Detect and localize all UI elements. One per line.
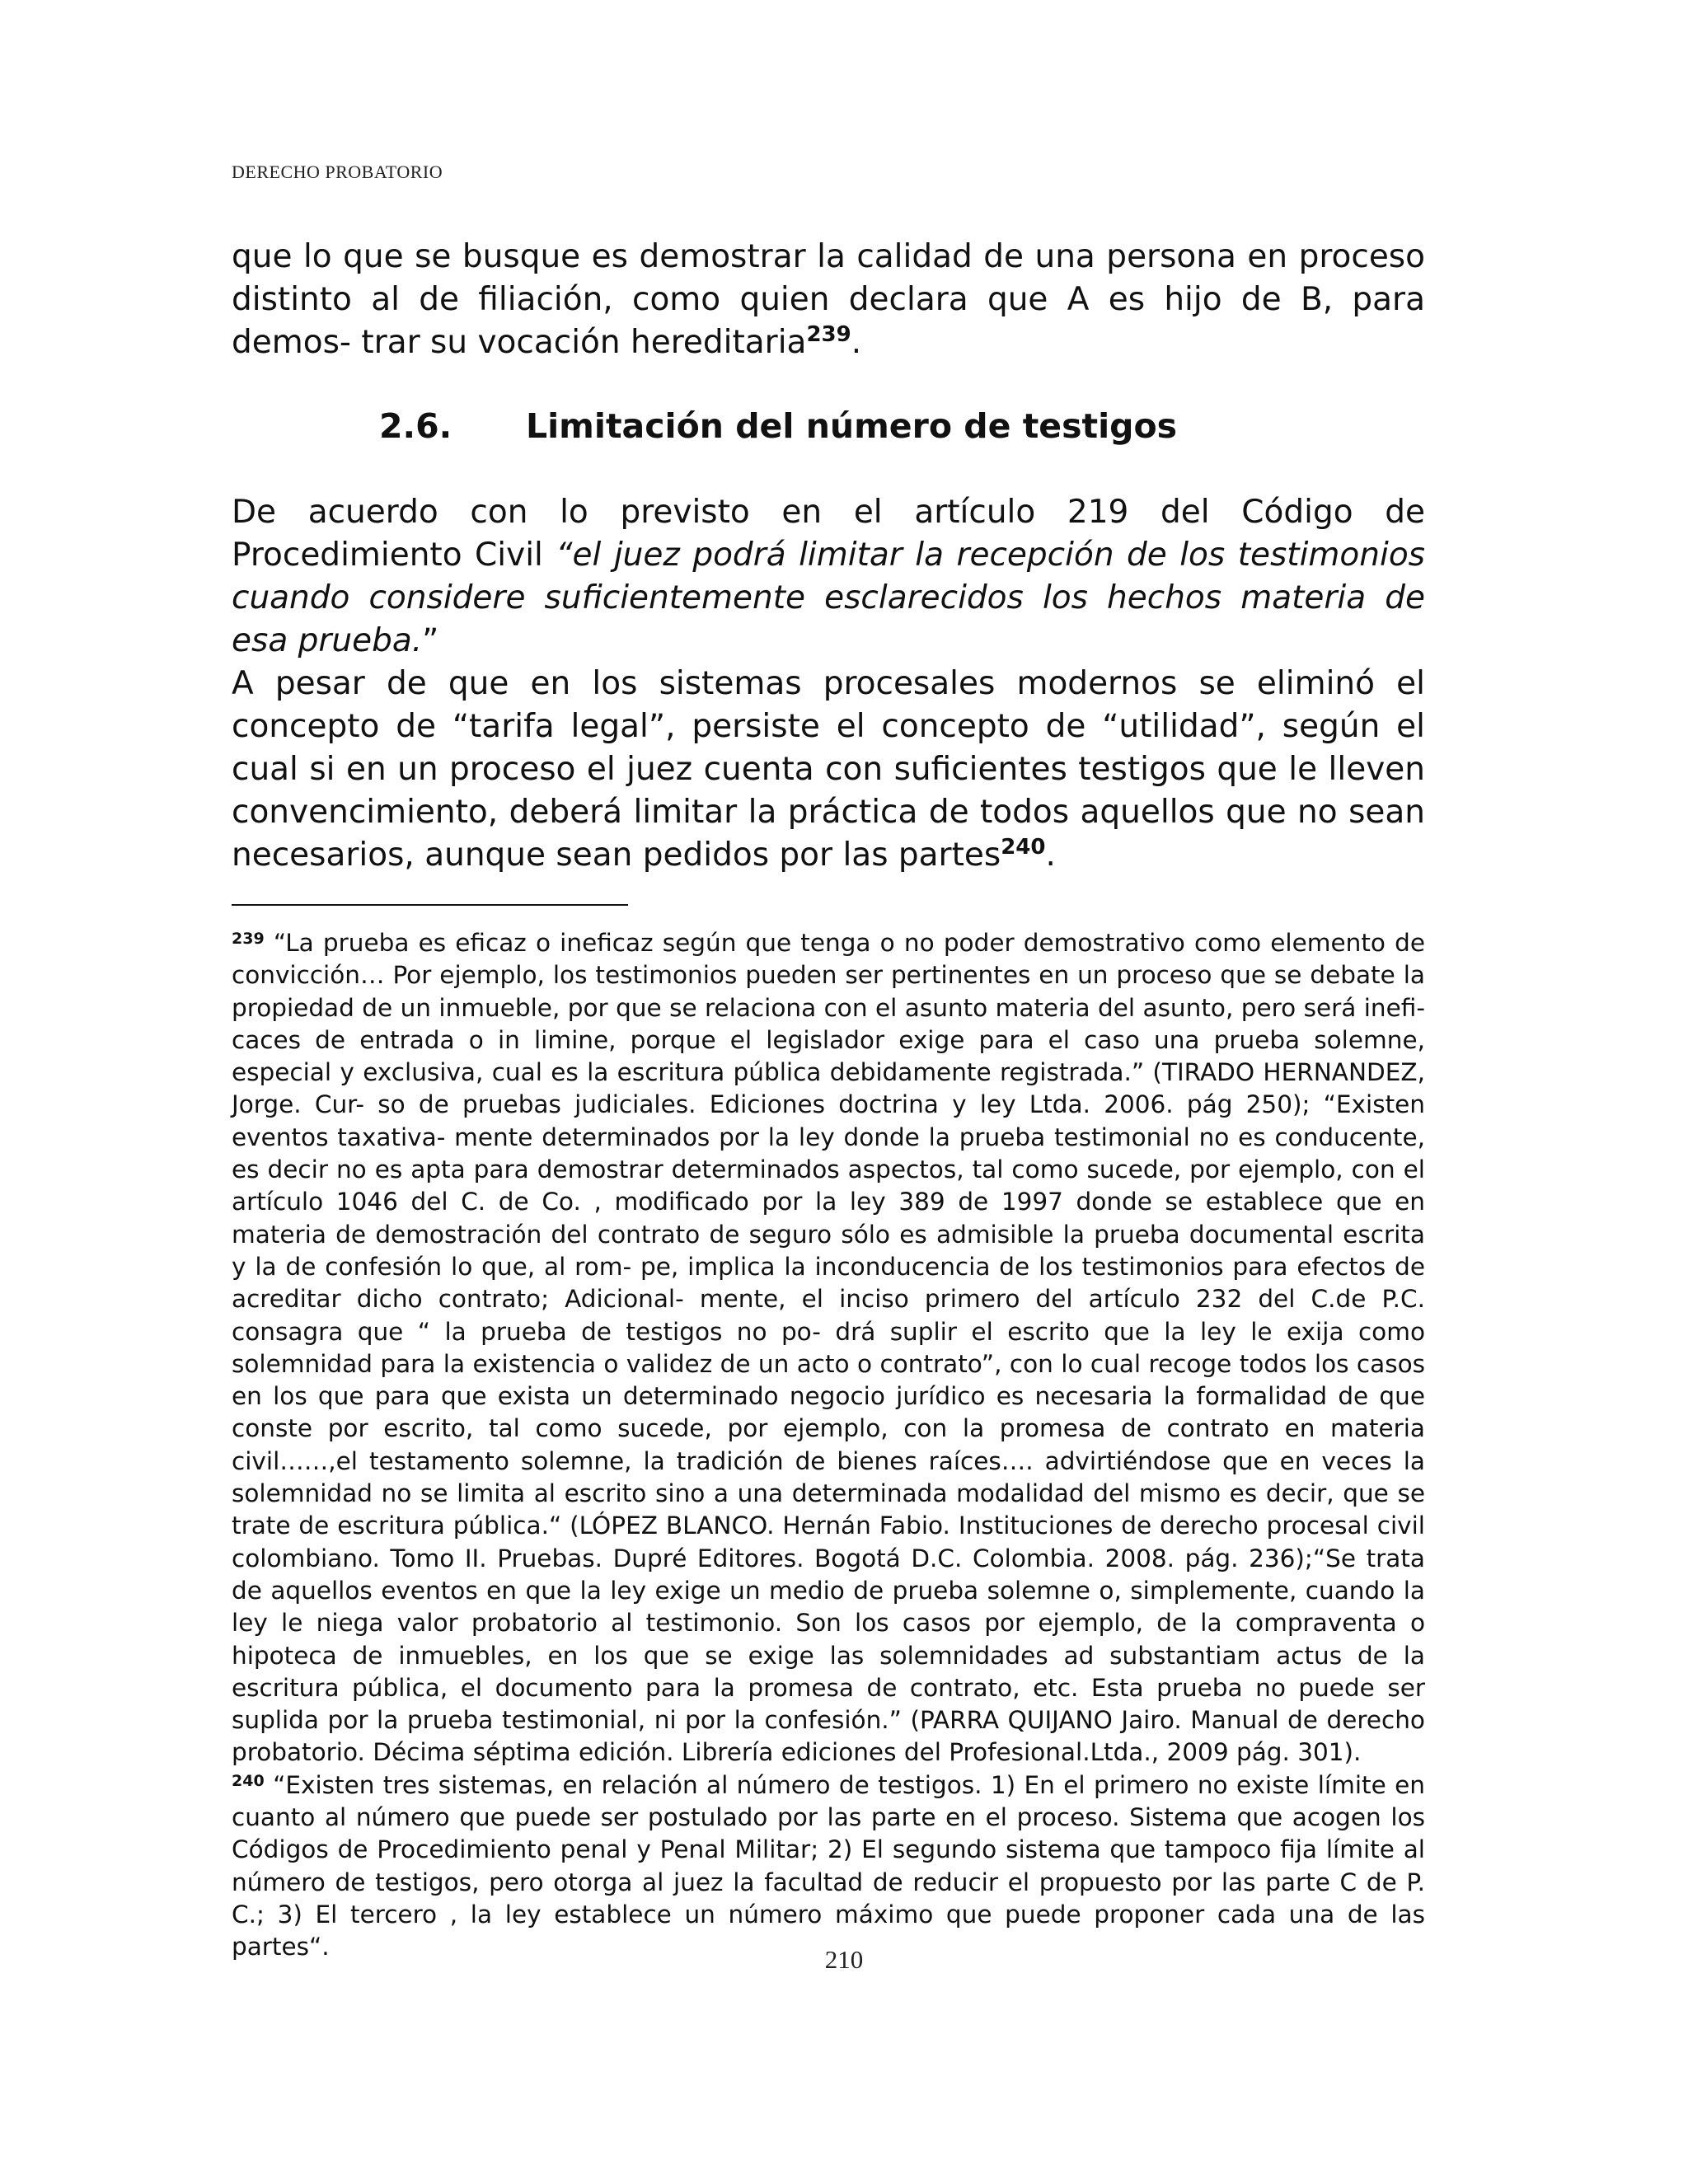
section-number: 2.6.: [379, 406, 452, 446]
footnote-ref-239[interactable]: 239: [806, 322, 851, 347]
footnote-separator: [232, 904, 628, 906]
footnote-ref-240[interactable]: 240: [1001, 835, 1046, 860]
paragraph-1: [232, 236, 1425, 364]
paragraph-2-end: ”: [422, 622, 439, 659]
footnotes: [232, 927, 1425, 1964]
paragraph-3: [232, 663, 1425, 877]
paragraph-2-quote: “el juez podrá limitar la recepción de los testimonios cuando considere suficientemente esclarecidos los hechos materia de esa prueba.: [232, 537, 1426, 659]
section-title: Limitación del número de testigos: [526, 406, 1178, 446]
footnote-number: 239: [232, 930, 265, 948]
running-head: DERECHO PROBATORIO: [232, 162, 443, 182]
paragraph-3-text: A pesar de que en los sistemas procesales modernos se eliminó el concepto de “tarifa legal”, persiste el concepto de “utilidad”, según el cual si en un proceso el juez cuenta con suficientes testigos que le lleven convencimiento, deberá limitar la práctica de todos aquellos que no sean necesarios, aunque sean pedidos por las partes: [232, 665, 1425, 874]
section-heading: [379, 405, 1177, 448]
footnote-number: 240: [232, 1771, 265, 1790]
footnote-text: “La prueba es eficaz o ineficaz según que tenga o no poder demostrativo como elemento de convicción… Por ejemplo, los testimonios pueden ser pertinentes en un proceso que se debate la propiedad de un inmueble, por que se relaciona con el asunto materia del asunto, pero será inefi- caces de entrada o in limine, porque el legislador exige para el caso una prueba solemne, especial y exclusiva, cual es la escritura pública debidamente registrada.” (TIRADO HERNANDEZ, Jorge. Cur- so de pruebas judiciales. Ediciones doctrina y ley Ltda. 2006. pág 250); “Existen eventos taxativa- mente determinados por la ley donde la prueba testimonial no es conducente, es decir no es apta para demostrar determinados aspectos, tal como sucede, por ejemplo, con el artículo 1046 del C. de Co. , modificado por la ley 389 de 1997 donde se establece que en materia de demostración del contrato de seguro sólo es admisible la prueba documental escrita y la de confesión lo que, al rom- pe, implica la inconducencia de los testimonios para efectos de acreditar dicho contrato; Adicional- mente, el inciso primero del artículo 232 del C.de P.C. consagra que “ la prueba de testigos no po- drá suplir el escrito que la ley le exija como solemnidad para la existencia o validez de un acto o contrato”, con lo cual recoge todos los casos en los que para que exista un determinado negocio jurídico es necesaria la formalidad de que conste por escrito, tal como sucede, por ejemplo, con la promesa de contrato en materia civil……,el testamento solemne, la tradición de bienes raíces…. advirtiéndose que en veces la solemnidad no se limita al escrito sino a una determinada modalidad del mismo es decir, que se trate de escritura pública.“ (LÓPEZ BLANCO. Hernán Fabio. Instituciones de derecho procesal civil colombiano. Tomo II. Pruebas. Dupré Editores. Bogotá D.C. Colombia. 2008. pág. 236);“Se trata de aquellos eventos en que la ley exige un medio de prueba solemne o, simplemente, cuando la ley le niega valor probatorio al testimonio. Son los casos por ejemplo, de la compraventa o hipoteca de inmuebles, en los que se exige las solemnidades ad substantiam actus de la escritura pública, el documento para la promesa de contrato, etc. Esta prueba no puede ser suplida por la prueba testimonial, ni por la confesión.” (PARRA QUIJANO Jairo. Manual de derecho probatorio. Décima séptima edición. Librería ediciones del Profesional.Ltda., 2009 pág. 301).: [232, 929, 1425, 1767]
paragraph-2: [232, 491, 1425, 663]
paragraph-3-end: .: [1045, 837, 1056, 874]
paragraph-1-end: .: [851, 324, 862, 361]
paragraph-1-text: que lo que se busque es demostrar la calidad de una persona en proceso distinto al de filiación, como quien declara que A es hijo de B, para demos- trar su vocación hereditaria: [232, 238, 1425, 361]
footnote-text: “Existen tres sistemas, en relación al número de testigos. 1) En el primero no existe límite en cuanto al número que puede ser postulado por las parte en el proceso. Sistema que acogen los Códigos de Procedimiento penal y Penal Militar; 2) El segundo sistema que tampoco fija límite al número de testigos, pero otorga al juez la facultad de reducir el propuesto por las parte C de P. C.; 3) El tercero , la ley establece un número máximo que puede proponer cada una de las partes“.: [232, 1770, 1425, 1961]
footnote-239: [232, 927, 1425, 1769]
paragraph-2-lead: De acuerdo con lo previsto en el artículo 219 del Código de Procedimiento Civil: [232, 494, 1425, 574]
footnote-240: [232, 1769, 1425, 1964]
page-number: 210: [824, 1945, 864, 1974]
